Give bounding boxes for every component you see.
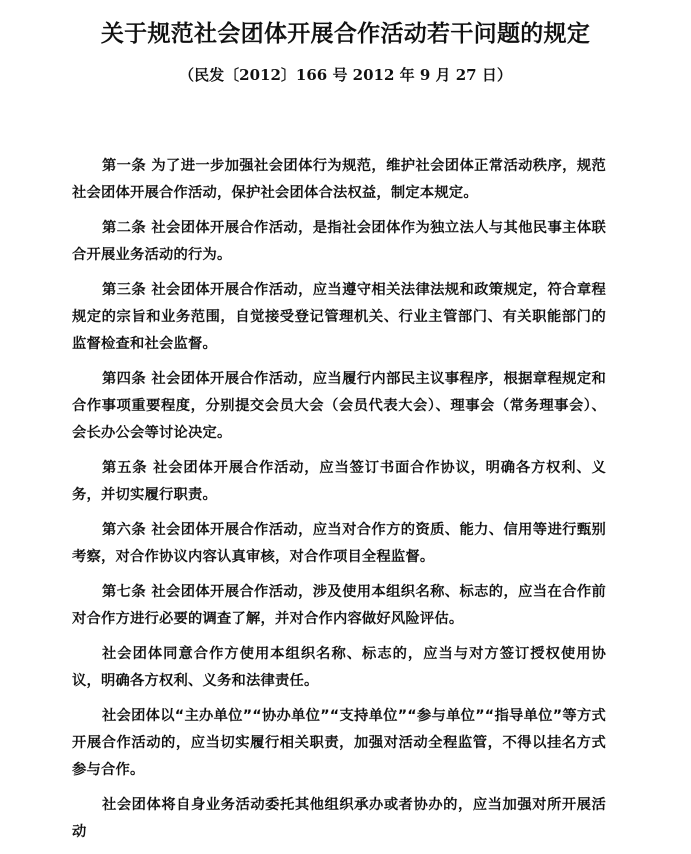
document-subtitle: （民发〔2012〕166 号 2012 年 9 月 27 日） (179, 66, 512, 84)
article-3: 第三条 社会团体开展合作活动，应当遵守相关法律法规和政策规定，符合章程规定的宗旨和业务范围，自觉接受登记管理机关、行业主管部门、有关职能部门的监督检查和社会监督。 (72, 282, 606, 352)
article-5: 第五条 社会团体开展合作活动，应当签订书面合作协议，明确各方权利、义务，并切实履行职责。 (72, 460, 606, 503)
article-7: 第七条 社会团体开展合作活动，涉及使用本组织名称、标志的，应当在合作前对合作方进行必要的调查了解，并对合作内容做好风险评估。 (72, 584, 606, 627)
article-7-paragraph-4: 社会团体将自身业务活动委托其他组织承办或者协办的，应当加强对所开展活动 (72, 797, 606, 840)
document-body (72, 153, 606, 854)
article-7-paragraph-2: 社会团体同意合作方使用本组织名称、标志的，应当与对方签订授权使用协议，明确各方权利、义务和法律责任。 (72, 646, 606, 689)
article-6: 第六条 社会团体开展合作活动，应当对合作方的资质、能力、信用等进行甄别考察，对合作协议内容认真审核，对合作项目全程监督。 (72, 522, 606, 565)
article-2: 第二条 社会团体开展合作活动，是指社会团体作为独立法人与其他民事主体联合开展业务活动的行为。 (72, 220, 606, 263)
article-4: 第四条 社会团体开展合作活动，应当履行内部民主议事程序，根据章程规定和合作事项重要程度，分别提交会员大会（会员代表大会）、理事会（常务理事会）、会长办公会等讨论决定。 (72, 371, 606, 441)
document-title: 关于规范社会团体开展合作活动若干问题的规定 (100, 21, 591, 47)
article-1: 第一条 为了进一步加强社会团体行为规范，维护社会团体正常活动秩序，规范社会团体开展合作活动，保护社会团体合法权益，制定本规定。 (72, 158, 606, 201)
article-7-paragraph-3: 社会团体以“主办单位”“协办单位”“支持单位”“参与单位”“指导单位”等方式开展合作活动的，应当切实履行相关职责，加强对活动全程监管，不得以挂名方式参与合作。 (72, 708, 606, 778)
